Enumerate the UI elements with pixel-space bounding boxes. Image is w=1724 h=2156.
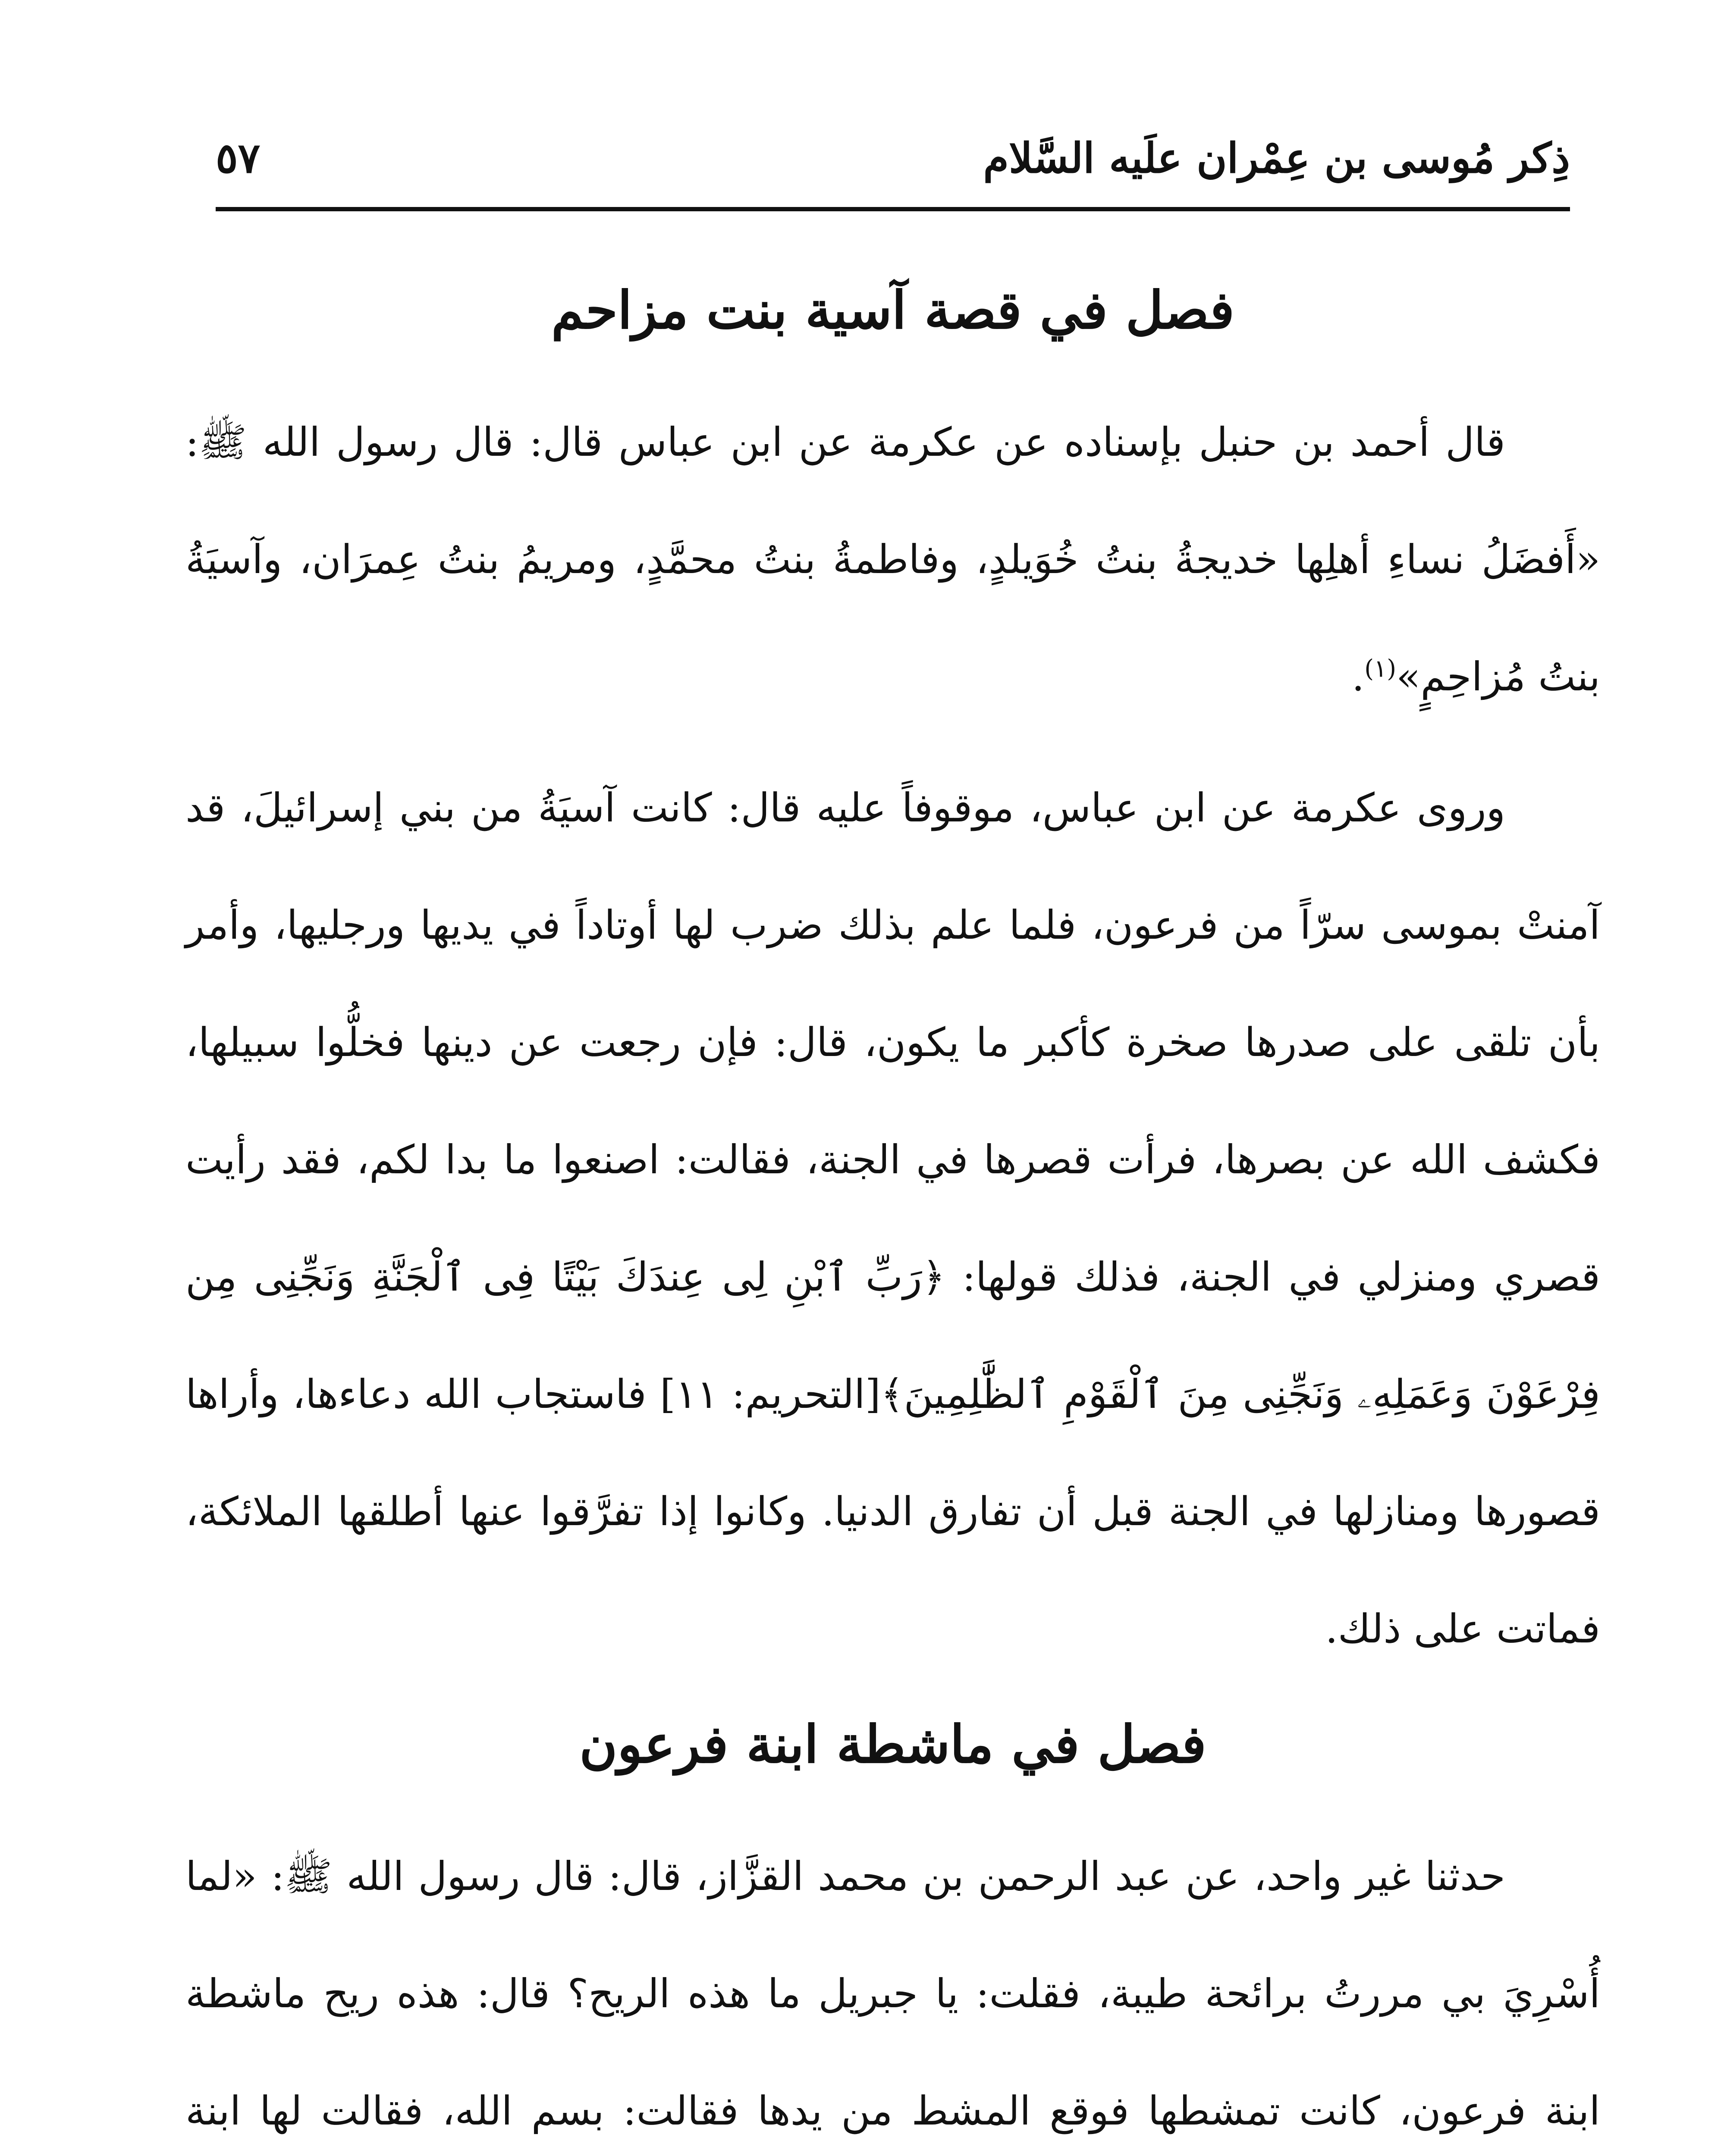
paragraph-text: قال أحمد بن حنبل بإسناده عن عكرمة عن ابن عباس قال: قال رسول الله ﷺ: «أَفضَلُ نساءِ أهلِها خديجةُ بنتُ خُوَيلدٍ، وفاطمةُ بنتُ محمَّدٍ، ومريمُ بنتُ عِمرَان، وآسيَةُ بنتُ مُزاحِمٍ» bbox=[185, 419, 1600, 700]
paragraph-mashita-story: حدثنا غير واحد، عن عبد الرحمن بن محمد القزَّاز، قال: قال رسول الله ﷺ: «لما أُسْرِيَ بي مررتُ برائحة طيبة، فقلت: يا جبريل ما هذه الريح؟ قال: هذه ريح ماشطة ابنة فرعون، كانت تمشطها فوقع المشط من يدها فقالت: بسم الله، فقالت لها ابنة bbox=[185, 1853, 1600, 2134]
page-number: ٥٧ bbox=[216, 134, 261, 182]
section-heading-mashita: فصل في ماشطة ابنة فرعون bbox=[579, 1714, 1206, 1775]
section-heading-asiya: فصل في قصة آسية بنت مزاحم bbox=[551, 280, 1235, 341]
paragraph-asiya-hadith bbox=[185, 384, 1600, 736]
footnote-ref: (١) bbox=[1364, 655, 1397, 683]
page-body bbox=[185, 259, 1600, 2156]
running-title: ذِكر مُوسى بن عِمْران علَيه السَّلام bbox=[983, 134, 1570, 182]
running-header bbox=[216, 116, 1570, 203]
paragraph-asiya-story: وروى عكرمة عن ابن عباس، موقوفاً عليه قال: كانت آسيَةُ من بني إسرائيلَ، قد آمنتْ بموسى سرّاً من فرعون، فلما علم بذلك ضرب لها أوتاداً في يديها ورجليها، وأمر بأن تلقى على صدرها صخرة كأكبر ما يكون، قال: فإن رجعت عن دينها فخلُّوا سبيلها، فكشف الله عن بصرها، فرأت قصرها في الجنة، فقالت: اصنعوا ما بدا لكم، فقد رأيت قصري ومنزلي في الجنة، فذلك قولها: ﴿رَبِّ ٱبْنِ لِى عِندَكَ بَيْتًا فِى ٱلْجَنَّةِ وَنَجِّنِى مِن فِرْعَوْنَ وَعَمَلِهِۦ وَنَجِّنِى مِنَ ٱلْقَوْمِ ٱلظَّٰلِمِينَ﴾[التحريم: ١١] فاستجاب الله دعاءها، وأراها قصورها ومنازلها في الجنة قبل أن تفارق الدنيا. وكانوا إذا تفرَّقوا عنها أطلقها الملائكة، فماتت على ذلك. bbox=[185, 785, 1601, 1652]
paragraph-tail: . bbox=[1352, 654, 1365, 700]
header-rule bbox=[216, 207, 1570, 211]
